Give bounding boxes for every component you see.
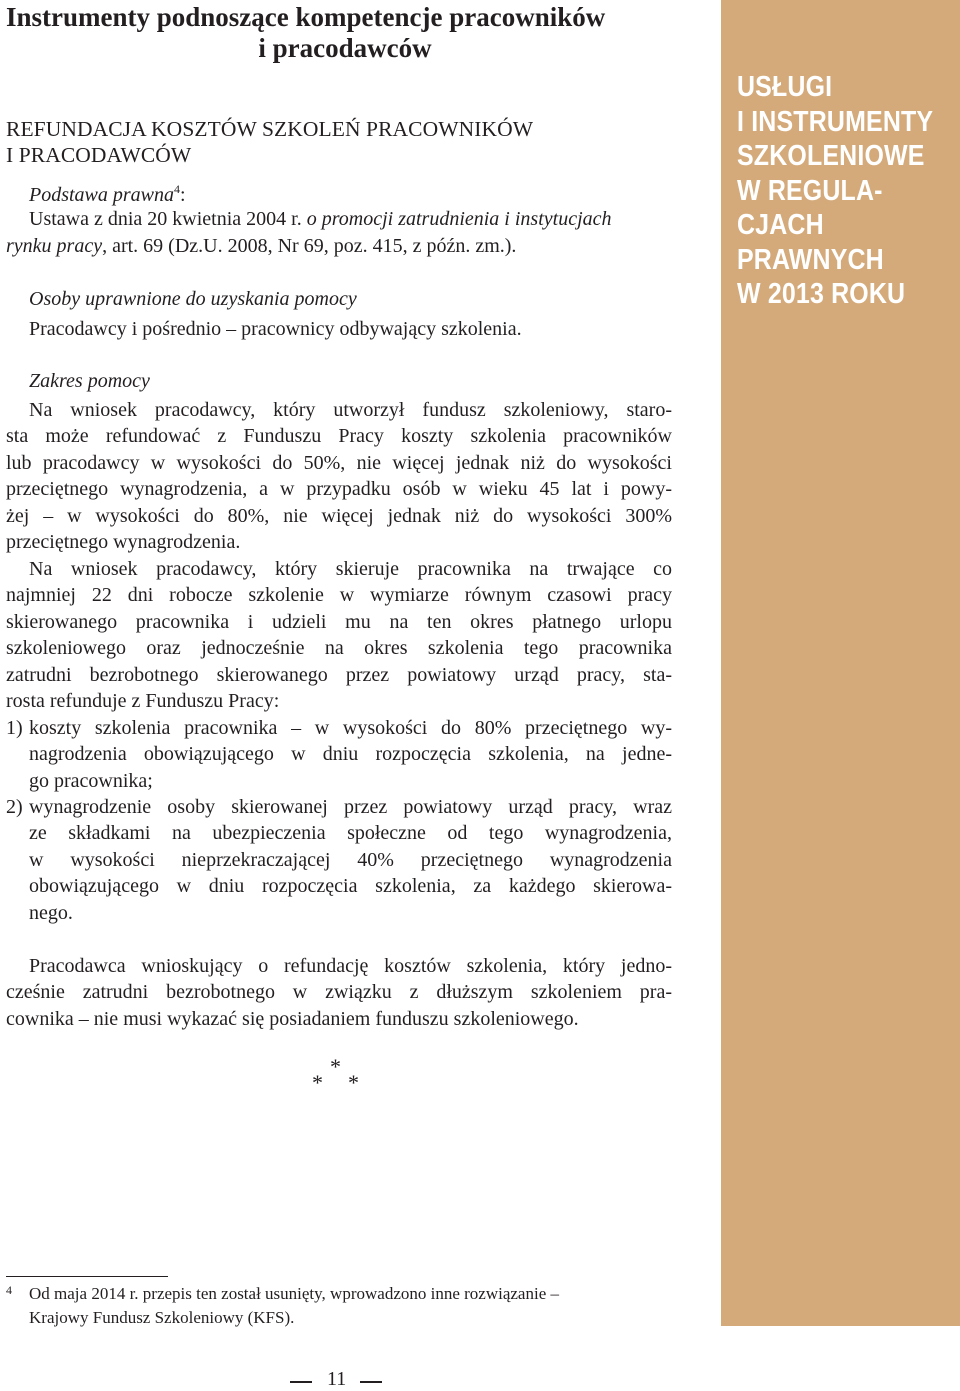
scope-label: Zakres pomocy xyxy=(29,370,150,392)
scope-paragraph-2 xyxy=(6,556,672,714)
legal-basis-line xyxy=(29,206,612,232)
footnote-text-line: Krajowy Fundusz Szkoleniowy (KFS). xyxy=(29,1308,295,1327)
legal-basis-plain: Ustawa z dnia 20 kwietnia 2004 r. xyxy=(29,208,307,230)
footnote-text-line: Od maja 2014 r. przepis ten został usunięty, wprowadzono inne rozwiązanie – xyxy=(29,1284,559,1303)
paragraph-line: cownika – nie musi wykazać się posiadaniem funduszu szkoleniowego. xyxy=(6,1007,579,1030)
paragraph-line: skierowanego pracownika i udzieli mu na ten okres płatnego urlopu xyxy=(6,610,672,633)
asterism-top-star: * xyxy=(330,1054,341,1079)
section-heading-line: REFUNDACJA KOSZTÓW SZKOLEŃ PRACOWNIKÓW xyxy=(6,117,534,141)
page-number: 11 xyxy=(327,1368,347,1390)
page-title xyxy=(6,2,686,64)
section-heading xyxy=(6,116,533,168)
sidebar-title-line: USŁUGI xyxy=(737,71,833,103)
legal-basis-colon: : xyxy=(180,184,186,206)
paragraph-line: najmniej 22 dni robocze szkolenie w wymiarze równym czasowi pracy xyxy=(6,584,672,607)
paragraph-line: żej – w wysokości do 80%, nie więcej jednak niż do wysokości 300% xyxy=(6,504,672,527)
footnote-divider xyxy=(6,1276,168,1277)
paragraph-line: przeciętnego wynagrodzenia, a w przypadku osób w wieku 45 lat i powy- xyxy=(6,478,672,501)
sidebar-band xyxy=(721,0,960,1326)
paragraph-line: Na wniosek pracodawcy, który utworzył fundusz szkoleniowy, staro- xyxy=(29,399,672,421)
page-title-line: Instrumenty podnoszące kompetencje pracowników xyxy=(6,2,606,32)
paragraph-line: sta może refundować z Funduszu Pracy koszty szkolenia pracowników xyxy=(6,425,672,448)
sidebar-title-line: W 2013 ROKU xyxy=(737,278,906,310)
list-number: 1) xyxy=(6,717,23,739)
list-item-line: nego. xyxy=(29,901,73,924)
asterism-left-star: * xyxy=(312,1070,323,1095)
paragraph-line: zatrudni bezrobotnego skierowanego przez powiatowy urząd pracy, sta- xyxy=(6,663,672,686)
paragraph-line: szkoleniowego oraz jednocześnie na okres szkolenia tego pracownika xyxy=(6,637,672,660)
legal-basis-act-title: o promocji zatrudnienia i instytucjach xyxy=(306,208,612,230)
page-number-dash-right xyxy=(360,1381,382,1383)
sidebar-title-line: W REGULA- xyxy=(737,174,883,207)
paragraph-line: lub pracodawcy w wysokości do 50%, nie więcej jednak niż do wysokości xyxy=(6,451,672,474)
scope-paragraph-1 xyxy=(6,397,672,555)
legal-basis-plain: , art. 69 (Dz.U. 2008, Nr 69, poz. 415, z późn. zm.). xyxy=(102,235,517,257)
list-item-line: w wysokości nieprzekraczającej 40% przeciętnego wynagrodzenia xyxy=(29,848,672,871)
footnote-ref: 4 xyxy=(174,182,181,196)
paragraph-line: Na wniosek pracodawcy, który skieruje pracownika na trwające co xyxy=(29,558,672,580)
list-item xyxy=(29,715,672,794)
eligible-text: Pracodawcy i pośrednio – pracownicy odbywający szkolenia. xyxy=(29,318,522,340)
legal-basis-label-row xyxy=(29,176,186,208)
sidebar-title-line: CJACH xyxy=(737,209,824,241)
list-item xyxy=(29,794,672,926)
sidebar-title-line: PRAWNYCH xyxy=(737,243,884,276)
list-item-line: nagrodzenia obowiązującego w dniu rozpoczęcia szkolenia, na jedne- xyxy=(29,743,672,766)
sidebar-title-line: SZKOLENIOWE xyxy=(737,140,925,172)
sidebar-title-line: I INSTRUMENTY xyxy=(737,105,934,138)
list-item-line: koszty szkolenia pracownika – w wysokości do 80% przeciętnego wy- xyxy=(29,717,672,739)
paragraph-line: Pracodawca wnioskujący o refundację kosztów szkolenia, który jedno- xyxy=(29,955,672,977)
asterism-right-star: * xyxy=(348,1070,359,1095)
legal-basis-label: Podstawa prawna xyxy=(29,184,175,206)
section-heading-line: I PRACODAWCÓW xyxy=(6,143,192,167)
list-number: 2) xyxy=(6,796,23,818)
list-item-line: wynagrodzenie osoby skierowanej przez powiatowy urząd pracy, wraz xyxy=(29,796,672,818)
list-item-line: go pracownika; xyxy=(29,769,153,792)
legal-basis-line xyxy=(6,233,516,259)
legal-basis-act-title: rynku pracy xyxy=(6,235,103,257)
paragraph-line: przeciętnego wynagrodzenia. xyxy=(6,531,241,554)
footnote-number: 4 xyxy=(6,1283,12,1297)
eligible-label: Osoby uprawnione do uzyskania pomocy xyxy=(29,288,357,310)
sidebar-title xyxy=(737,70,934,312)
list-item-line: obowiązującego w dniu rozpoczęcia szkolenia, za każdego skierowa- xyxy=(29,875,672,898)
page-number-dash-left xyxy=(290,1381,312,1383)
page-title-line: i pracodawców xyxy=(258,33,432,63)
list-item-line: ze składkami na ubezpieczenia społeczne od tego wynagrodzenia, xyxy=(29,822,672,845)
paragraph-line: rosta refunduje z Funduszu Pracy: xyxy=(6,690,280,713)
closing-paragraph xyxy=(6,953,672,1032)
paragraph-line: cześnie zatrudni bezrobotnego w związku z dłuższym szkoleniem pra- xyxy=(6,981,672,1004)
